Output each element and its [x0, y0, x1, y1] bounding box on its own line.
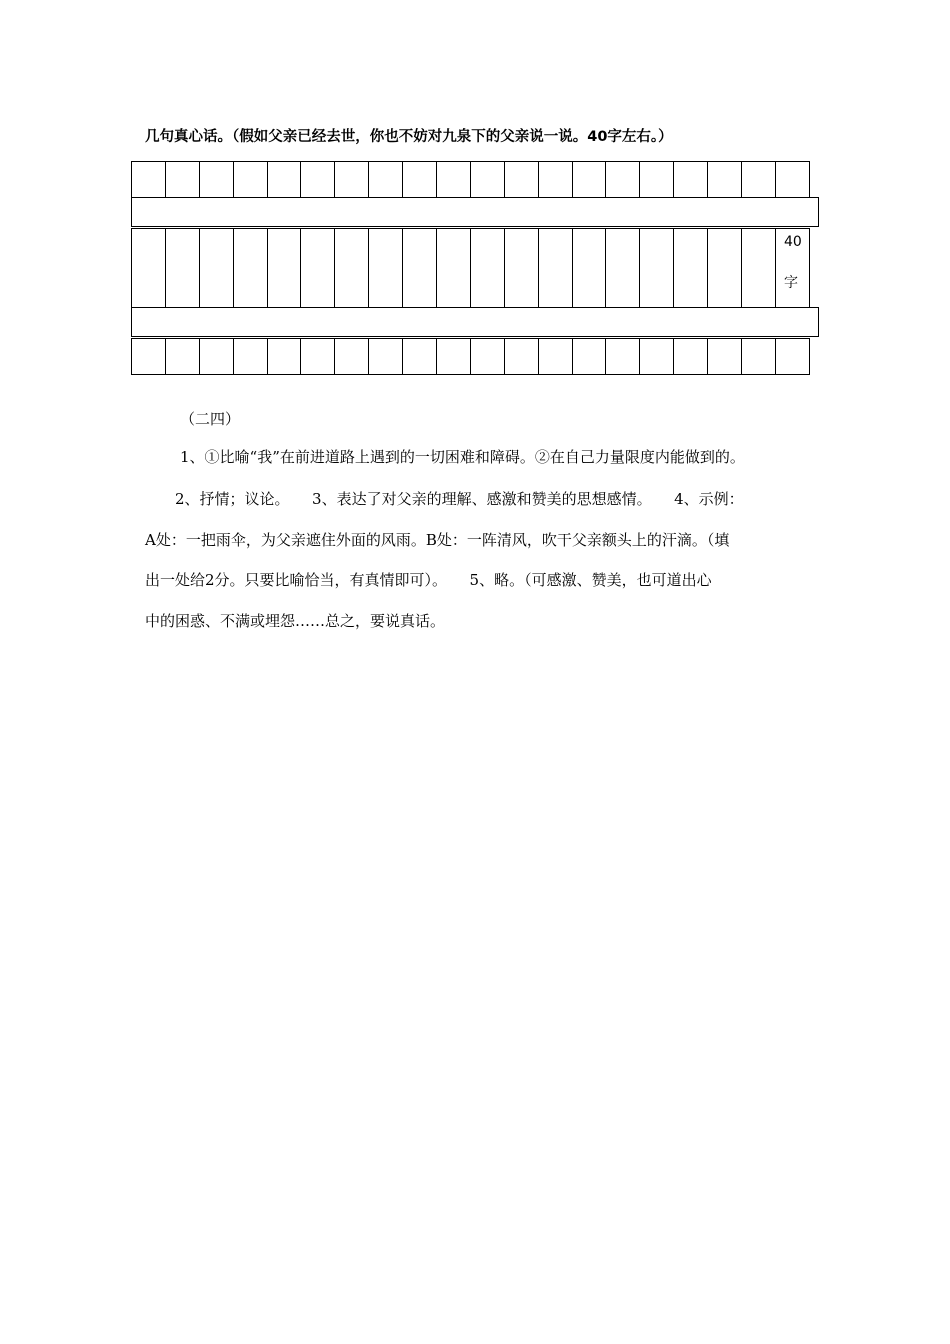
grid-cell[interactable]	[301, 229, 335, 308]
grid-cell[interactable]	[538, 229, 572, 308]
grid-cell[interactable]	[708, 339, 742, 375]
word-count-number: 40	[784, 234, 802, 250]
grid-cell[interactable]	[572, 339, 606, 375]
word-count-unit: 字	[784, 275, 798, 291]
answer-line: 1、①比喻“我”在前进道路上遇到的一切困难和障碍。②在自己力量限度内能做到的。	[180, 448, 745, 466]
grid-cell[interactable]	[301, 339, 335, 375]
grid-cell[interactable]	[165, 229, 199, 308]
grid-cell[interactable]	[470, 162, 504, 198]
grid-cell[interactable]	[640, 339, 674, 375]
grid-separator-band	[131, 307, 819, 337]
grid-cell[interactable]	[742, 229, 776, 308]
grid-cell[interactable]	[369, 162, 403, 198]
grid-cell[interactable]	[267, 339, 301, 375]
grid-cell[interactable]	[572, 229, 606, 308]
grid-cell[interactable]	[606, 162, 640, 198]
grid-cell[interactable]	[538, 339, 572, 375]
grid-cell[interactable]	[199, 339, 233, 375]
grid-cell[interactable]	[369, 339, 403, 375]
grid-cell[interactable]	[233, 339, 267, 375]
grid-cell[interactable]	[335, 339, 369, 375]
grid-cell[interactable]	[335, 229, 369, 308]
grid-cell[interactable]	[708, 162, 742, 198]
prompt-intro: 几句真心话。（假如父亲已经去世，你也不妨对九泉下的父亲说一说。40字左右。）	[145, 129, 673, 145]
section-heading: （二四）	[180, 410, 241, 428]
grid-cell[interactable]	[674, 339, 708, 375]
grid-cell[interactable]	[301, 162, 335, 198]
grid-cell[interactable]	[403, 162, 437, 198]
grid-cell[interactable]	[708, 229, 742, 308]
grid-cell[interactable]	[267, 229, 301, 308]
grid-cell[interactable]	[775, 339, 809, 375]
answer-line: A处：一把雨伞，为父亲遮住外面的风雨。B处：一阵清风，吹干父亲额头上的汗滴。（填	[145, 531, 730, 549]
grid-cell[interactable]	[267, 162, 301, 198]
grid-cell[interactable]	[504, 339, 538, 375]
answer-grid-row-2	[131, 228, 810, 308]
grid-cell[interactable]	[132, 229, 166, 308]
grid-cell[interactable]	[132, 339, 166, 375]
grid-cell[interactable]	[504, 229, 538, 308]
answer-grid-row-1	[131, 161, 810, 198]
grid-cell[interactable]	[470, 339, 504, 375]
grid-cell[interactable]	[742, 162, 776, 198]
grid-cell[interactable]	[606, 339, 640, 375]
grid-cell[interactable]	[132, 162, 166, 198]
answer-line: 中的困惑、不满或埋怨……总之，要说真话。	[145, 612, 446, 630]
grid-cell[interactable]	[403, 339, 437, 375]
grid-cell[interactable]	[199, 229, 233, 308]
grid-cell[interactable]	[335, 162, 369, 198]
grid-cell[interactable]	[606, 229, 640, 308]
grid-cell[interactable]	[538, 162, 572, 198]
grid-separator-band	[131, 197, 819, 227]
grid-cell[interactable]	[504, 162, 538, 198]
grid-cell[interactable]	[640, 162, 674, 198]
grid-cell[interactable]	[165, 162, 199, 198]
grid-cell[interactable]	[572, 162, 606, 198]
grid-cell[interactable]	[437, 162, 471, 198]
answer-line: 出一处给2分。只要比喻恰当，有真情即可）。 5、略。（可感激、赞美，也可道出心	[145, 571, 712, 589]
grid-cell[interactable]	[470, 229, 504, 308]
grid-cell[interactable]	[437, 339, 471, 375]
grid-cell[interactable]	[369, 229, 403, 308]
grid-cell[interactable]	[437, 229, 471, 308]
grid-cell[interactable]	[233, 162, 267, 198]
grid-cell[interactable]	[165, 339, 199, 375]
grid-cell[interactable]	[233, 229, 267, 308]
grid-cell[interactable]	[674, 229, 708, 308]
answer-line: 2、抒情；议论。 3、表达了对父亲的理解、感激和赞美的思想感情。 4、示例：	[175, 490, 744, 508]
grid-cell[interactable]	[640, 229, 674, 308]
grid-cell[interactable]	[742, 339, 776, 375]
grid-cell[interactable]	[403, 229, 437, 308]
grid-cell[interactable]	[674, 162, 708, 198]
answer-grid-row-3	[131, 338, 810, 375]
grid-cell[interactable]	[199, 162, 233, 198]
grid-cell[interactable]	[775, 162, 809, 198]
